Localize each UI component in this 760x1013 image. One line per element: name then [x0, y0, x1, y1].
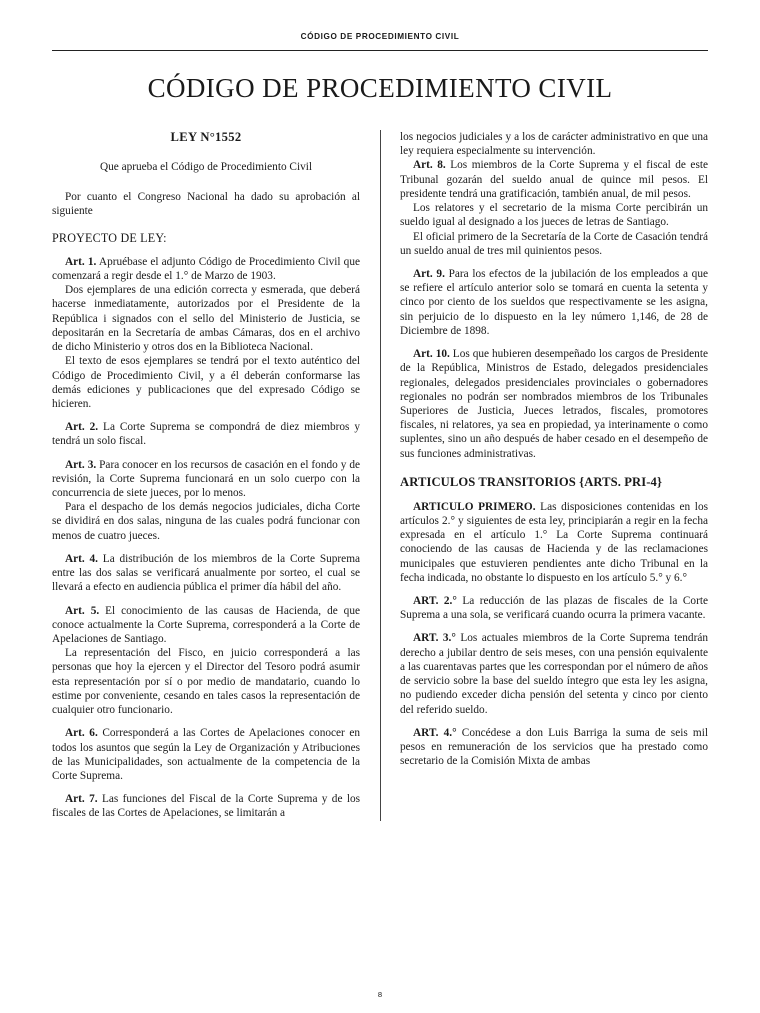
article-paragraph: Art. 1. Apruébase el adjunto Código de Procedimiento Civil que comenzará a regir desde el 1.° de Marzo de 1903.	[52, 255, 360, 282]
transitory-articles-heading: ARTICULOS TRANSITORIOS {ARTS. PRI-4}	[400, 474, 663, 489]
law-subtitle: Que aprueba el Código de Procedimiento Civil	[99, 160, 313, 173]
article-paragraph: Art. 9. Para los efectos de la jubilación de los empleados a que se refiere el artículo anterior solo se tomará en cuenta la setenta y cinco por ciento de los sueldos que respectivamente se les asigna, sin perjuicio de lo dispuesto en la ley número 1,146, de 28 de Diciembre de 1898.	[400, 267, 708, 337]
header-rule	[52, 50, 708, 51]
transitory-paragraph: ART. 3.° Los actuales miembros de la Corte Suprema tendrán derecho a jubilar dentro de seis meses, con una pensión equivalente a las cuarentavas partes que les correspondan por el número de años de servicio sobre la base del sueldo íntegro que esta ley les asigna, no pudiendo exceder dicha pensión del setenta y cinco por ciento del referido sueldo.	[400, 632, 708, 716]
right-column	[400, 130, 708, 821]
article-paragraph: Art. 7. Las funciones del Fiscal de la Corte Suprema y de los fiscales de las Cortes de Apelaciones, se limitarán a	[52, 793, 360, 820]
page-folio: 8	[377, 990, 383, 999]
transitory-paragraph: ARTICULO PRIMERO. Las disposiciones contenidas en los artículos 2.° y siguientes de esta ley, principiarán a regir en la fecha expresada en el artículo 1.° La Corte Suprema continuará conociendo de las causas de Hacienda y de las reclamaciones municipales que estuvieren pendientes ante dicho Tribunal en la fecha indicada, no obstante lo dispuesto en los artículo 5.° y 6.°	[400, 500, 708, 584]
preamble-paragraph: Por cuanto el Congreso Nacional ha dado su aprobación al siguiente	[52, 191, 360, 218]
running-header: CÓDIGO DE PROCEDIMIENTO CIVIL	[300, 32, 460, 41]
left-column	[52, 130, 360, 821]
article-paragraph: Art. 10. Los que hubieren desempeñado los cargos de Presidente de la República, Ministros de Estado, delegados presidenciales regionales, delegados presidenciales provinciales o gobernadores regionales no podrán ser nombrados miembros de los Tribunales Superiores de Justicia, Jueces letrados, fiscales, promotores fiscales, ni relatores, ya sea en propiedad, ya interinamente o como suplentes, sino un año después de haber cesado en el desempeño de sus funciones administrativas.	[400, 348, 708, 460]
two-column-body	[52, 130, 708, 821]
article-paragraph: Los relatores y el secretario de la misma Corte percibirán un sueldo igual al designado a los jueces de letras de Santiago.	[400, 202, 708, 229]
article-paragraph: Art. 2. La Corte Suprema se compondrá de diez miembros y tendrá un solo fiscal.	[52, 421, 360, 448]
article-paragraph: Dos ejemplares de una edición correcta y esmerada, que deberá hacerse inmediatamente, autorizados por el Presidente de la República i signados con el sello del Ministerio de Justicia, se depositarán en la Secretaría de ambas Cámaras, dos en el archivo de dicho Ministerio y otros dos en la Biblioteca Nacional.	[52, 284, 360, 354]
continuation-paragraph: los negocios judiciales y a los de carácter administrativo en que una ley requiera especialmente su intervención.	[400, 131, 708, 158]
article-paragraph: Art. 3. Para conocer en los recursos de casación en el fondo y de revisión, la Corte Suprema funcionará en un solo cuerpo con la concurrencia de siete jueces, por lo menos.	[52, 458, 360, 500]
law-number: LEY N°1552	[170, 130, 242, 144]
transitory-paragraph: ART. 4.° Concédese a don Luis Barriga la suma de seis mil pesos en remuneración de los servicios que ha prestado como secretario de la Comisión Mixta de ambas	[400, 726, 708, 768]
article-paragraph: Art. 6. Corresponderá a las Cortes de Apelaciones conocer en todos los asuntos que según la Ley de Organización y Atribuciones de las Municipalidades, son actualmente de la competencia de la Corte Suprema.	[52, 727, 360, 782]
article-paragraph: El texto de esos ejemplares se tendrá por el texto auténtico del Código de Procedimiento Civil, y a él deberán conformarse las demás ediciones y publicaciones que del expresado Código se hicieren.	[52, 355, 360, 410]
article-paragraph: Art. 4. La distribución de los miembros de la Corte Suprema entre las dos salas se verificará anualmente por sorteo, el cual se llevará a efecto en audiencia pública el primer día hábil del año.	[52, 552, 360, 594]
article-paragraph: Para el despacho de los demás negocios judiciales, dicha Corte se dividirá en dos salas, ninguna de las cuales podrá funcionar con menos de cuatro jueces.	[52, 501, 360, 542]
article-paragraph: Art. 5. El conocimiento de las causas de Hacienda, de que conoce actualmente la Corte Suprema, corresponderá a la Corte de Apelaciones de Santiago.	[52, 604, 360, 645]
transitory-paragraph: ART. 2.° La reducción de las plazas de fiscales de la Corte Suprema a una sola, se verificará cuando ocurra la primera vacante.	[400, 594, 708, 622]
column-divider	[380, 130, 381, 821]
project-heading: PROYECTO DE LEY:	[52, 230, 167, 245]
article-paragraph: El oficial primero de la Secretaría de la Corte de Casación tendrá un sueldo anual de tres mil quinientos pesos.	[400, 230, 708, 257]
article-paragraph: La representación del Fisco, en juicio corresponderá a las personas que hoy la ejercen y el Director del Tesoro podrá asumir esta representación por sí o por medio de mandatario, cuando lo estime por conveniente, cesando en tales casos la representación de cualquier otro funcionario.	[52, 647, 360, 717]
article-paragraph: Art. 8. Los miembros de la Corte Suprema y el fiscal de este Tribunal gozarán del sueldo anual de quince mil pesos. El presidente tendrá una gratificación, también anual, de mil pesos.	[400, 159, 708, 200]
page-title: CÓDIGO DE PROCEDIMIENTO CIVIL	[147, 73, 613, 103]
